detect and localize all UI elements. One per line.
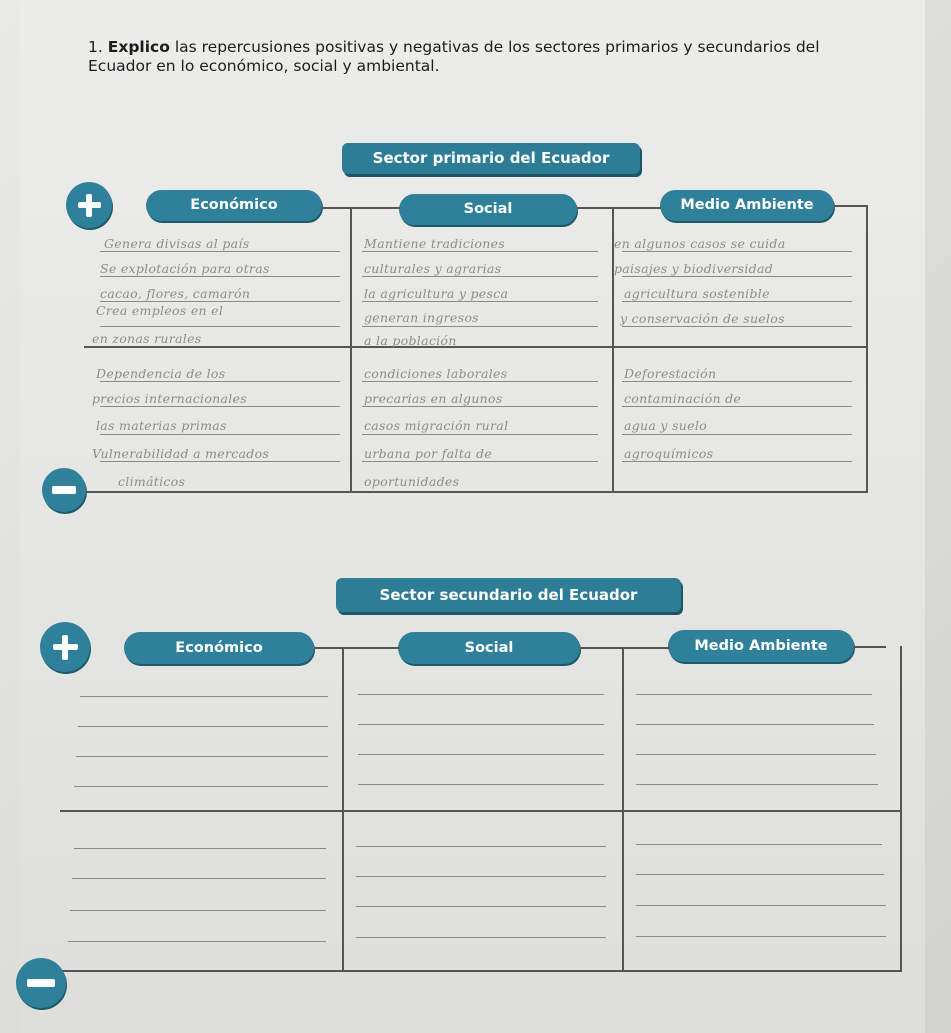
handwriting-eco-neg: Dependencia de los [96,366,226,381]
primary-grid-bottom [84,491,868,493]
handwriting-soc-neg: casos migración rural [364,418,509,433]
secondary-grid-top-2 [580,647,670,649]
writing-line [622,406,852,407]
handwriting-eco-neg: las materias primas [96,418,227,433]
writing-line [362,276,598,277]
handwriting-amb-neg: Deforestación [624,366,717,381]
writing-line [68,941,326,942]
writing-line [100,326,340,327]
writing-line [358,694,604,695]
handwriting-eco-pos: Crea empleos en el [96,303,224,318]
writing-line [362,434,598,435]
writing-line [76,756,328,757]
writing-line [100,381,340,382]
secondary-sector-title: Sector secundario del Ecuador [336,578,681,612]
handwriting-amb-neg: agroquímicos [624,446,714,461]
handwriting-amb-pos: en algunos casos se cuida [614,236,786,251]
handwriting-amb-pos: paisajes y biodiversidad [614,261,774,276]
writing-line [622,461,852,462]
writing-line [622,434,852,435]
handwriting-amb-neg: contaminación de [624,391,742,406]
writing-line [356,876,606,877]
handwriting-eco-pos: Se explotación para otras [100,261,270,276]
secondary-grid-top-3 [854,646,886,648]
handwriting-eco-pos: cacao, flores, camarón [100,286,251,301]
writing-line [636,936,886,937]
primary-grid-top-2 [577,207,661,209]
question-number: 1. [88,38,103,56]
handwriting-eco-neg: climáticos [118,474,186,489]
writing-line [80,696,328,697]
handwriting-soc-pos: Mantiene tradiciones [364,236,505,251]
writing-line [362,461,598,462]
writing-line [362,381,598,382]
writing-line [622,301,852,302]
writing-line [356,846,606,847]
secondary-header-economico: Económico [124,632,314,664]
question-verb: Explico [107,38,170,56]
writing-line [636,874,884,875]
question-text [88,38,858,76]
writing-line [74,848,326,849]
handwriting-amb-neg: agua y suelo [624,418,707,433]
writing-line [78,726,328,727]
handwriting-soc-pos: a la población [364,333,457,348]
writing-line [622,251,852,252]
handwriting-eco-pos: Genera divisas al país [104,236,250,251]
primary-grid-top-3 [834,205,866,207]
writing-line [362,251,598,252]
writing-line [358,754,604,755]
writing-line [72,878,326,879]
writing-line [356,906,606,907]
writing-line [636,784,878,785]
writing-line [622,381,852,382]
handwriting-amb-pos: agricultura sostenible [624,286,770,301]
writing-line [622,326,852,327]
writing-line [358,724,604,725]
primary-grid-v1 [350,207,352,492]
handwriting-soc-neg: oportunidades [364,474,460,489]
writing-line [362,301,598,302]
secondary-plus-icon [40,622,90,672]
secondary-grid-middle [60,810,902,812]
writing-line [622,276,852,277]
handwriting-soc-neg: precarias en algunos [364,391,503,406]
writing-line [636,905,886,906]
writing-line [362,406,598,407]
question-body: las repercusiones positivas y negativas de los sectores primarios y secundarios del Ecuador en lo económico, social y ambiental. [88,38,820,75]
writing-line [636,694,872,695]
writing-line [100,251,340,252]
secondary-grid-bottom [60,970,902,972]
handwriting-eco-neg: precios internacionales [92,391,247,406]
handwriting-soc-neg: urbana por falta de [364,446,493,461]
writing-line [100,461,340,462]
secondary-minus-icon [16,958,66,1008]
primary-grid-right [866,205,868,492]
writing-line [358,784,604,785]
primary-header-ambiente: Medio Ambiente [660,190,834,221]
secondary-grid-top [314,647,400,649]
handwriting-soc-neg: condiciones laborales [364,366,508,381]
handwriting-eco-pos: en zonas rurales [92,331,202,346]
writing-line [362,326,598,327]
primary-minus-icon [42,468,86,512]
secondary-grid-right [900,646,902,972]
primary-grid-top [322,207,400,209]
writing-line [100,434,340,435]
handwriting-eco-neg: Vulnerabilidad a mercados [92,446,270,461]
writing-line [356,937,606,938]
writing-line [636,724,874,725]
primary-header-social: Social [399,194,577,225]
writing-line [636,754,876,755]
primary-sector-title: Sector primario del Ecuador [342,143,640,174]
writing-line [100,301,340,302]
handwriting-soc-pos: culturales y agrarias [364,261,502,276]
secondary-header-ambiente: Medio Ambiente [668,630,854,662]
secondary-header-social: Social [398,632,580,664]
writing-line [100,406,340,407]
handwriting-soc-pos: generan ingresos [364,310,479,325]
writing-line [636,844,882,845]
primary-plus-icon [66,182,112,228]
handwriting-amb-pos: y conservación de suelos [620,311,785,326]
writing-line [74,786,328,787]
writing-line [100,276,340,277]
writing-line [70,910,326,911]
primary-header-economico: Económico [146,190,322,221]
handwriting-soc-pos: la agricultura y pesca [364,286,509,301]
